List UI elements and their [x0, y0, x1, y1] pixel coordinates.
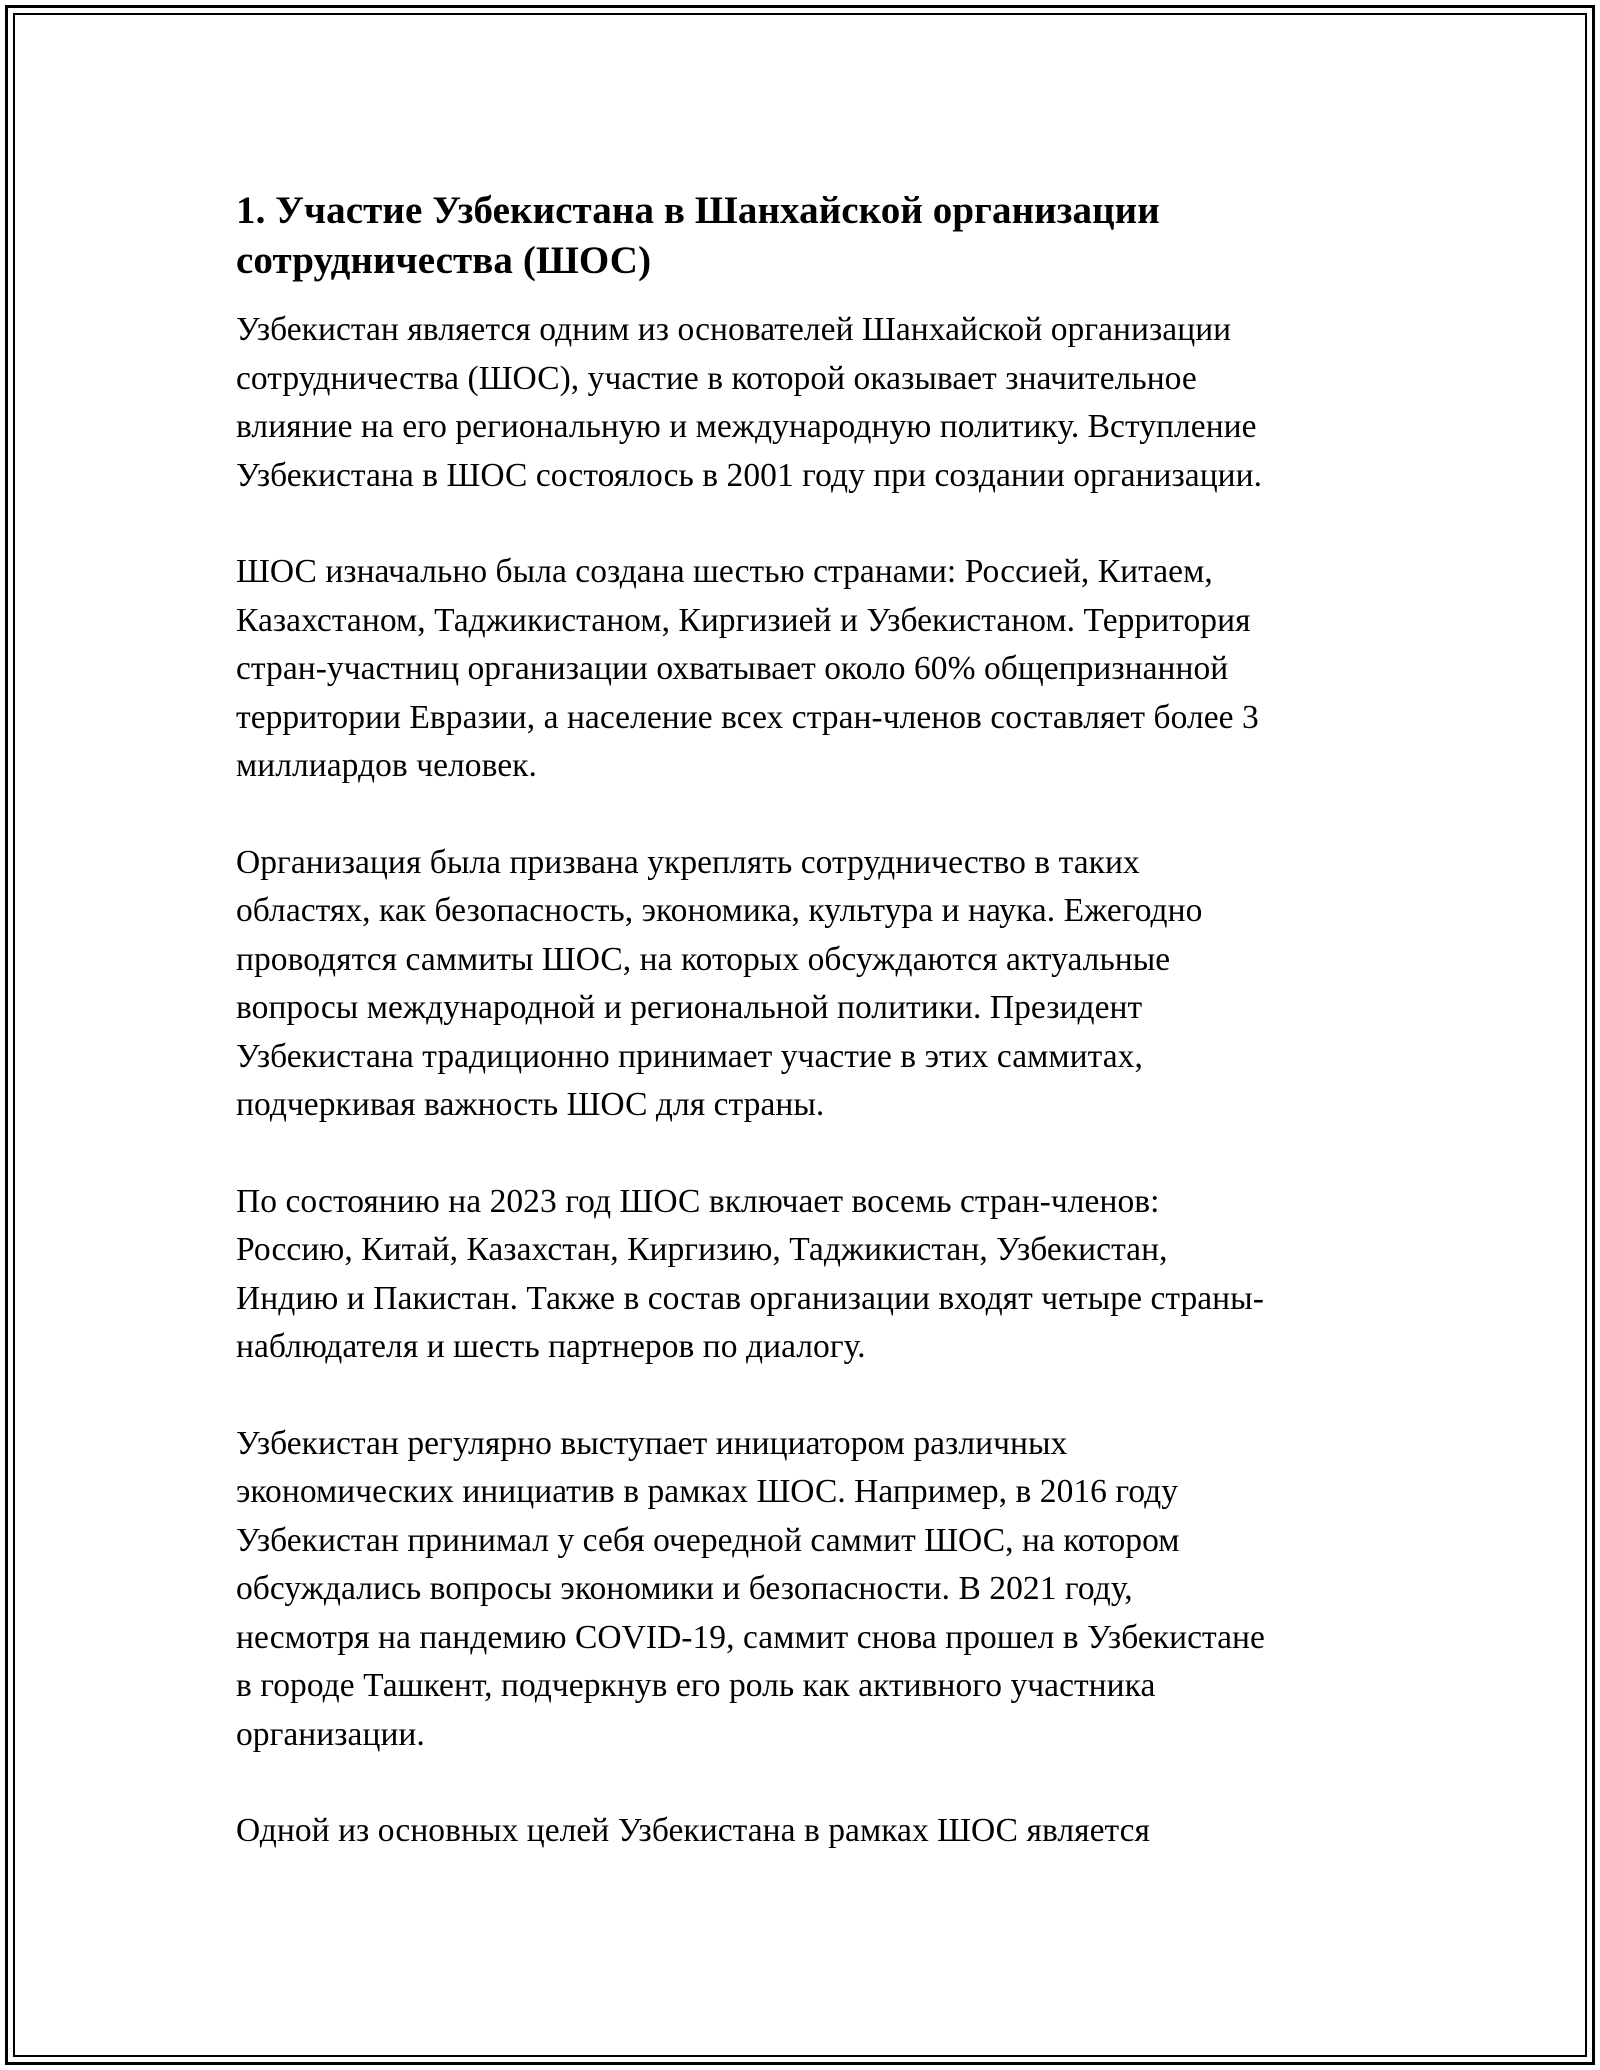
text-line: несмотря на пандемию COVID-19, саммит снова прошел в Узбекистане: [236, 1618, 1265, 1656]
document-body: [236, 186, 1396, 1904]
text-line: наблюдателя и шесть партнеров по диалогу.: [236, 1328, 866, 1365]
text-line: проводятся саммиты ШОС, на которых обсуждаются актуальные: [236, 940, 1171, 978]
paragraph-cooperation: [236, 839, 1396, 1130]
text-line: областях, как безопасность, экономика, культура и наука. Ежегодно: [236, 892, 1203, 929]
text-line: Индию и Пакистан. Также в состав организации входят четыре страны-: [236, 1279, 1264, 1317]
paragraph-members: [236, 548, 1396, 791]
text-line: Одной из основных целей Узбекистана в рамках ШОС является: [236, 1812, 1150, 1849]
text-line: миллиардов человек.: [236, 747, 537, 784]
text-line: в городе Ташкент, подчеркнув его роль как активного участника: [236, 1667, 1156, 1704]
text-line: Узбекистан принимал у себя очередной саммит ШОС, на котором: [236, 1521, 1180, 1559]
text-line: Россию, Китай, Казахстан, Киргизию, Таджикистан, Узбекистан,: [236, 1231, 1168, 1268]
text-line: стран-участниц организации охватывает около 60% общепризнанной: [236, 650, 1229, 687]
section-heading-line: 1. Участие Узбекистана в Шанхайской организации: [236, 189, 1160, 232]
paragraph-initiatives: [236, 1420, 1396, 1760]
text-line: влияние на его региональную и международную политику. Вступление: [236, 408, 1257, 445]
text-line: Узбекистан является одним из основателей Шанхайской организации: [236, 311, 1232, 348]
text-line: Узбекистана традиционно принимает участие в этих саммитах,: [236, 1037, 1143, 1075]
section-heading-line: сотрудничества (ШОС): [236, 239, 652, 282]
text-line: Узбекистана в ШОС состоялось в 2001 году при создании организации.: [236, 456, 1263, 494]
section-heading: [236, 186, 1396, 286]
text-line: сотрудничества (ШОС), участие в которой оказывает значительное: [236, 359, 1197, 397]
text-line: Узбекистан регулярно выступает инициатором различных: [236, 1424, 1068, 1462]
text-line: экономических инициатив в рамках ШОС. Например, в 2016 году: [236, 1473, 1179, 1510]
text-line: ШОС изначально была создана шестью странами: Россией, Китаем,: [236, 553, 1213, 590]
text-line: По состоянию на 2023 год ШОС включает восемь стран-членов:: [236, 1182, 1160, 1220]
text-line: Казахстаном, Таджикистаном, Киргизией и Узбекистаном. Территория: [236, 601, 1251, 639]
text-line: вопросы международной и региональной политики. Президент: [236, 989, 1143, 1026]
paragraph-membership-2023: [236, 1178, 1396, 1372]
text-line: Организация была призвана укреплять сотрудничество в таких: [236, 843, 1140, 881]
paragraph-founding: [236, 306, 1396, 500]
text-line: подчеркивая важность ШОС для страны.: [236, 1086, 825, 1123]
text-line: организации.: [236, 1715, 425, 1753]
text-line: обсуждались вопросы экономики и безопасности. В 2021 году,: [236, 1570, 1133, 1607]
paragraph-goals: [236, 1807, 1396, 1856]
text-line: территории Евразии, а население всех стран-членов составляет более 3: [236, 698, 1259, 736]
